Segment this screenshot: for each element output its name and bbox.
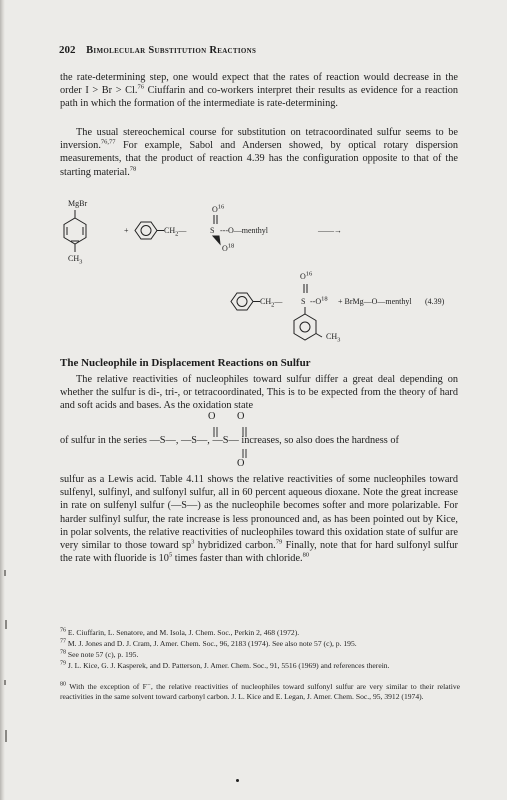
footnote-number: 79 — [60, 660, 66, 667]
plus-sign: + — [124, 226, 129, 235]
footnote-text: E. Ciuffarin, L. Senatore, and M. Isola, J. Chem. Soc., Perkin 2, 468 (1972). — [67, 628, 300, 637]
product-benzyl-ring — [231, 293, 253, 310]
oxidation-series-line: of sulfur in the series —S—, —S—, —S— increases, so also does the hardness of — [60, 435, 399, 446]
o16-letter: O — [212, 205, 218, 214]
print-speck — [236, 779, 239, 782]
footnote-text: M. J. Jones and D. J. Cram, J. Amer. Chem. Soc., 96, 2183 (1974). See also note 57 (c), p. 195. — [67, 639, 357, 648]
product-ch2-label: $CH_2—$ — [260, 297, 283, 309]
product-tolyl-ring — [294, 314, 316, 340]
lewis-text: sulfur as a Lewis acid. Table 4.11 shows the relative reactivities of some nucleophiles toward sulfenyl, sulfinyl, and sulfonyl sulfur, all in 60 percent aqueous dioxane. Note the great increase in rate on sulfenyl sulfur (—S—) as the nucleophile becomes softer and more polarizable. For harder sulfinyl sulfur, the rate increase is less pronounced and, as has been pointed out by Kice, in polar solvents, the relative reactivities of nucleophiles toward this oxidation state of sulfur are very similar to those toward sp — [60, 474, 458, 552]
sulfur-label: S — [210, 226, 215, 235]
intro-line: Ciuffarin and co-workers interpret their — [143, 85, 315, 97]
sulfinyl-oxygen: O — [208, 411, 216, 422]
intro-line: decrease in the order I > Br > Cl. — [60, 72, 458, 97]
nucleophile-paragraph: The relative reactivities of nucleophiles toward sulfur differ a great deal depending on whether the sulfur is di-, tri-, or tetracoordinated, This is to be expected from the theory of hard and soft acids and bases. As the oxidation state — [60, 374, 458, 412]
o18-superscript: 18 — [227, 242, 235, 250]
o16-superscript: 16 — [217, 203, 225, 211]
ch2-subscript: 2 — [175, 230, 179, 238]
product-sulfur-label: S — [301, 297, 306, 306]
oxidation-series-bonds — [60, 410, 460, 458]
ref-76: 76 — [137, 83, 144, 91]
footnote-text: J. L. Kice, G. J. Kasperek, and D. Patterson, J. Amer. Chem. Soc., 91, 5516 (1969) and references therein. — [67, 661, 390, 670]
ch-text: CH — [326, 332, 338, 341]
benzyl-ring — [135, 222, 157, 239]
reaction-arrow: ——→ — [318, 226, 342, 235]
footnote-number: 76 — [60, 627, 66, 634]
footnote-76 — [60, 628, 460, 638]
ch2-subscript: 2 — [271, 301, 275, 309]
ch2-text: CH — [260, 297, 272, 306]
o18-letter: O — [315, 297, 322, 306]
sulfonyl-oxygen-top: O — [237, 411, 245, 422]
reaction-scheme-4-39 — [54, 196, 474, 341]
stereo-text: The usual stereochemical course for substitution on tetracoordinated sulfur seems to be inversion. — [60, 127, 458, 152]
ref-76-77: 76,77 — [100, 138, 116, 146]
intro-paragraph — [60, 71, 458, 111]
ch-text: CH — [68, 254, 80, 263]
o18-letter: O — [222, 244, 228, 253]
sulfonyl-oxygen-bottom: O — [237, 458, 245, 469]
ref-79: 79 — [275, 538, 283, 546]
footnote-number: 77 — [60, 638, 66, 645]
o18-superscript: 18 — [321, 295, 328, 303]
intro-line: is rate-determining. — [257, 98, 338, 110]
o-menthyl-label: ---O—menthyl — [220, 226, 268, 235]
footnote-text: With the exception of F⁻, the relative reactivities of nucleophiles toward sulfonyl sulfur are very similar to their relative reactivities in the same solvent toward carbonyl carbon. J. L. Kice and E. Legan, J. Amer. Chem. Soc., 95, 3912 (1974). — [60, 682, 461, 701]
footnote-number: 78 — [60, 649, 66, 656]
stereochemistry-paragraph — [60, 126, 458, 179]
intro-line: the rate-determining step, one would expect that the rates of reaction would — [60, 72, 390, 83]
footnote-78 — [60, 650, 460, 660]
page-number: 202 — [59, 44, 76, 56]
o16-superscript: 16 — [305, 270, 313, 278]
ch3-subscript: 3 — [337, 336, 341, 344]
o16-top-label — [212, 205, 224, 214]
sp3-superscript: 3 — [191, 538, 195, 546]
footnote-77 — [60, 639, 460, 649]
o16-letter: O — [300, 272, 306, 281]
equation-number: (4.39) — [425, 297, 445, 306]
binding-marks — [4, 560, 7, 770]
running-head — [59, 44, 459, 56]
intro-line: results as evidence for a reaction path in which the formation of the intermediate — [60, 85, 459, 110]
footnote-79 — [60, 661, 460, 671]
ch2-text: CH — [164, 226, 176, 235]
o16-product-label — [300, 272, 312, 281]
lewis-text: times faster than with chloride. — [172, 553, 303, 565]
section-heading: The Nucleophile in Displacement Reactions on Sulfur — [60, 357, 311, 369]
exponent-5: 5 — [168, 551, 173, 559]
lewis-text: hybridized carbon. — [194, 540, 276, 552]
lewis-text: Finally, note that for hard sulfonyl sulfur the rate with fluoride is 10 — [60, 540, 458, 565]
product-o18-label: $--O^{18}$ — [310, 295, 328, 306]
ref-78: 78 — [129, 165, 137, 173]
lewis-acid-paragraph — [60, 473, 458, 565]
brmg-o-menthyl-label: + BrMg—O—menthyl — [338, 297, 412, 306]
ch3-label-reactant — [68, 254, 83, 266]
ch3-subscript: 3 — [79, 258, 83, 266]
ch2-label: $CH_2—$ — [164, 226, 187, 238]
footnote-number: 80 — [60, 681, 66, 688]
ch3-label-product — [326, 332, 341, 344]
o-menthyl-text: O—menthyl — [228, 226, 268, 235]
o18-wedge-label — [222, 244, 234, 253]
footnote-80 — [60, 682, 460, 702]
running-title: Bimolecular Substitution Reactions — [86, 45, 257, 56]
ref-80: 80 — [302, 551, 310, 559]
footnote-text: See note 57 (c), p. 195. — [67, 650, 139, 659]
stereo-text: For example, Sabol and Andersen showed, by optical rotary dispersion measurements, that the product of reaction 4.39 has the configuration opposite to that of the starting material. — [60, 140, 458, 178]
mgbr-label: MgBr — [68, 199, 88, 208]
